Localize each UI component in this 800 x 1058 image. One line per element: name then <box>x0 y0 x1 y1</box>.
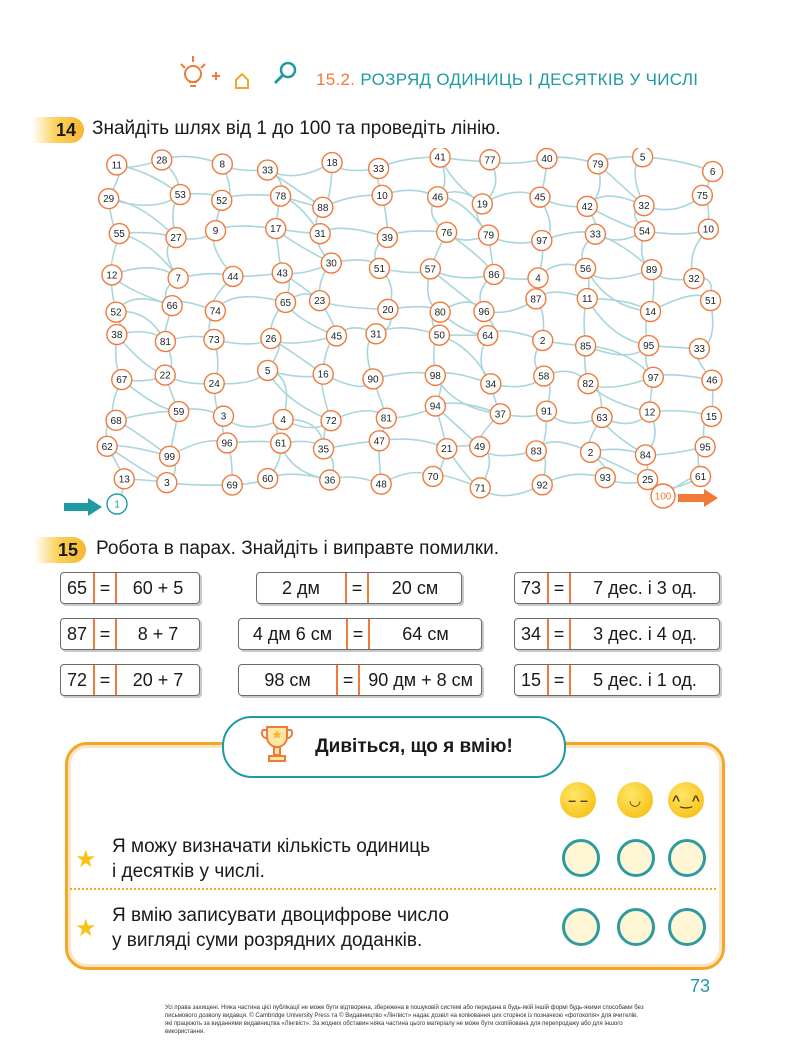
svg-text:1: 1 <box>114 499 120 511</box>
maze-number <box>437 222 457 242</box>
svg-text:81: 81 <box>159 337 171 349</box>
section-number: 15.2. <box>316 70 356 89</box>
maze-number <box>258 469 278 489</box>
svg-text:95: 95 <box>699 442 711 454</box>
maze-number <box>363 369 383 389</box>
svg-text:20: 20 <box>382 304 394 316</box>
svg-text:36: 36 <box>324 475 336 487</box>
svg-text:87: 87 <box>530 294 542 306</box>
task-15-text: Робота в парах. Знайдіть і виправте помилки. <box>96 538 499 559</box>
maze-number <box>577 196 597 216</box>
maze-number <box>640 402 660 422</box>
svg-text:46: 46 <box>432 192 444 204</box>
maze-number <box>217 433 237 453</box>
equation-card: 2 дм = 20 см <box>256 572 462 604</box>
maze-number <box>378 299 398 319</box>
maze-number <box>576 336 596 356</box>
maze-number <box>423 466 443 486</box>
maze-number <box>480 150 500 170</box>
sad-face-icon: – – <box>560 782 596 818</box>
maze-number <box>532 231 552 251</box>
maze-number <box>109 224 129 244</box>
maze-number <box>425 365 445 385</box>
maze-number <box>635 445 655 465</box>
finish-arrow-icon <box>676 488 720 508</box>
maze-number <box>313 197 333 217</box>
rating-circle[interactable] <box>617 908 655 946</box>
maze-number <box>425 396 445 416</box>
maze-number <box>106 302 126 322</box>
svg-text:29: 29 <box>103 194 115 206</box>
maze-number <box>310 291 330 311</box>
maze-number <box>152 150 172 170</box>
rating-circle[interactable] <box>668 908 706 946</box>
page-number: 73 <box>690 976 711 996</box>
maze-number <box>160 446 180 466</box>
self-check-row: Я можу визначати кількість одиниць і десятків у числі. <box>112 836 430 882</box>
svg-text:64: 64 <box>482 331 494 343</box>
svg-text:98: 98 <box>429 370 441 382</box>
maze-number <box>490 404 510 424</box>
maze-number <box>114 469 134 489</box>
maze-number <box>532 475 552 495</box>
svg-text:91: 91 <box>540 406 553 418</box>
rating-circle[interactable] <box>668 839 706 877</box>
maze-number <box>213 406 233 426</box>
maze-number <box>258 160 278 180</box>
svg-text:15: 15 <box>705 411 717 423</box>
maze-number <box>258 360 278 380</box>
maze-number <box>320 470 340 490</box>
svg-text:32: 32 <box>688 274 700 286</box>
equation-card: 98 см = 90 дм + 8 см <box>238 664 482 696</box>
self-check-title: Дивіться, що я вмію! <box>315 736 513 757</box>
section-title <box>316 70 698 90</box>
self-check-header <box>222 716 566 778</box>
svg-text:61: 61 <box>695 472 707 484</box>
svg-text:37: 37 <box>494 409 506 421</box>
maze-number <box>106 410 126 430</box>
svg-text:69: 69 <box>226 480 238 492</box>
svg-text:99: 99 <box>163 451 176 463</box>
svg-text:8: 8 <box>219 159 226 171</box>
svg-text:96: 96 <box>221 438 233 450</box>
svg-text:32: 32 <box>638 201 650 213</box>
svg-text:61: 61 <box>275 438 287 450</box>
svg-text:4: 4 <box>535 273 541 285</box>
maze-number <box>481 374 501 394</box>
svg-text:58: 58 <box>538 371 550 383</box>
maze-number <box>484 264 504 284</box>
maze-number <box>273 410 293 430</box>
maze-number <box>212 190 232 210</box>
number-maze <box>95 148 725 528</box>
svg-text:27: 27 <box>170 233 182 245</box>
maze-number <box>376 408 396 428</box>
svg-text:17: 17 <box>270 224 282 236</box>
svg-text:79: 79 <box>482 230 495 242</box>
svg-text:76: 76 <box>441 227 453 239</box>
maze-number <box>595 468 615 488</box>
equation-card: 34 = 3 дес. і 4 од. <box>514 618 720 650</box>
svg-text:93: 93 <box>599 473 611 485</box>
svg-text:95: 95 <box>643 341 655 353</box>
svg-text:75: 75 <box>696 190 708 202</box>
equation-card: 87 = 8 + 7 <box>60 618 200 650</box>
maze-number <box>526 289 546 309</box>
svg-text:88: 88 <box>317 202 329 214</box>
maze-number <box>321 411 341 431</box>
rating-circle[interactable] <box>562 908 600 946</box>
task-14-text: Знайдіть шлях від 1 до 100 та проведіть лінію. <box>92 118 501 139</box>
task-15-badge: 15 <box>34 537 86 563</box>
rating-circle[interactable] <box>562 839 600 877</box>
svg-text:74: 74 <box>209 306 221 318</box>
maze-number <box>272 263 292 283</box>
svg-text:59: 59 <box>173 407 185 419</box>
svg-text:46: 46 <box>706 375 718 387</box>
svg-text:50: 50 <box>433 330 445 342</box>
svg-text:62: 62 <box>101 441 113 453</box>
start-arrow-icon <box>62 497 104 517</box>
maze-number <box>528 268 548 288</box>
maze-number <box>701 406 721 426</box>
maze-number <box>684 269 704 289</box>
maze-number <box>271 186 291 206</box>
svg-text:47: 47 <box>373 436 385 448</box>
svg-text:6: 6 <box>709 167 716 179</box>
maze-number <box>702 370 722 390</box>
maze-path <box>643 157 713 172</box>
maze-number <box>322 153 342 173</box>
svg-text:65: 65 <box>279 297 292 309</box>
maze-number <box>633 148 653 167</box>
svg-text:94: 94 <box>429 401 441 413</box>
section-title-text: РОЗРЯД ОДИНИЦЬ І ДЕСЯТКІВ У ЧИСЛІ <box>360 70 699 89</box>
maze-number <box>701 291 721 311</box>
svg-text:19: 19 <box>476 199 488 211</box>
maze-number <box>321 253 341 273</box>
svg-text:2: 2 <box>539 335 546 347</box>
svg-text:12: 12 <box>106 270 118 282</box>
maze-number <box>576 258 596 278</box>
maze-number <box>206 221 226 241</box>
svg-text:31: 31 <box>314 229 326 241</box>
svg-text:38: 38 <box>111 330 123 342</box>
maze-number <box>428 187 448 207</box>
maze-number <box>162 296 182 316</box>
maze-number <box>642 260 662 280</box>
maze-number <box>369 258 389 278</box>
equation-card: 4 дм 6 см = 64 см <box>238 618 482 650</box>
equation-card: 73 = 7 дес. і 3 од. <box>514 572 720 604</box>
maze-number <box>112 370 132 390</box>
svg-text:3: 3 <box>220 411 227 423</box>
svg-text:10: 10 <box>702 224 714 236</box>
svg-text:48: 48 <box>375 479 387 491</box>
maze-number <box>222 475 242 495</box>
maze-number <box>585 224 605 244</box>
svg-text:97: 97 <box>647 372 659 384</box>
maze-number <box>107 325 127 345</box>
svg-text:42: 42 <box>581 201 593 213</box>
maze-number <box>99 189 119 209</box>
maze-number <box>635 221 655 241</box>
maze-number <box>526 441 546 461</box>
svg-text:14: 14 <box>644 307 657 319</box>
maze-number <box>204 373 224 393</box>
svg-text:25: 25 <box>642 475 654 487</box>
svg-text:80: 80 <box>434 307 446 319</box>
svg-text:63: 63 <box>596 412 608 424</box>
maze-number <box>276 292 296 312</box>
svg-text:43: 43 <box>276 268 288 280</box>
svg-text:33: 33 <box>589 229 601 241</box>
svg-text:77: 77 <box>484 155 496 167</box>
maze-number <box>533 330 553 350</box>
svg-text:3: 3 <box>164 478 170 490</box>
svg-text:89: 89 <box>646 265 658 277</box>
maze-number <box>155 365 175 385</box>
maze-number <box>261 329 281 349</box>
maze-number <box>371 474 391 494</box>
maze-end <box>651 484 675 508</box>
trophy-icon <box>260 723 294 767</box>
svg-text:45: 45 <box>534 192 546 204</box>
rating-circle[interactable] <box>617 839 655 877</box>
maze-number <box>634 196 654 216</box>
maze-number <box>689 339 709 359</box>
svg-text:55: 55 <box>113 229 125 241</box>
svg-text:66: 66 <box>166 301 178 313</box>
maze-number <box>530 187 550 207</box>
smile-face-icon: ◡ <box>617 782 653 818</box>
maze-number <box>581 442 601 462</box>
svg-text:16: 16 <box>317 369 329 381</box>
maze-number <box>271 433 291 453</box>
equation-card: 15 = 5 дес. і 1 од. <box>514 664 720 696</box>
svg-text:97: 97 <box>536 236 548 248</box>
svg-text:67: 67 <box>116 375 128 387</box>
maze-number <box>692 185 712 205</box>
svg-text:21: 21 <box>441 444 453 456</box>
svg-text:70: 70 <box>427 471 439 483</box>
svg-text:10: 10 <box>376 190 388 202</box>
svg-text:52: 52 <box>110 307 122 319</box>
maze-number <box>695 437 715 457</box>
maze-number <box>107 155 127 175</box>
svg-text:57: 57 <box>424 264 436 276</box>
svg-text:85: 85 <box>580 341 592 353</box>
maze-number <box>212 154 232 174</box>
self-check-row: Я вмію записувати двоцифрове число у вигляді суми розрядних доданків. <box>112 905 449 951</box>
svg-text:33: 33 <box>693 344 705 356</box>
maze-number <box>537 149 557 169</box>
svg-text:5: 5 <box>639 152 646 164</box>
copyright-footer: Усі права захищені. Ніяка частина цієї публікації не може бути відтворена, збережена в пошуковій системі або передана в будь-якій іншій формі будь-якими способами без письмового дозволу видавця. © Cambridge University Press та © Видавництво «Лінгвіст» надає дозвіл на копіювання цих сторінок із позначкою «фотокопія» для вчителів, які працюють за виданнями видавництва «Лінгвіст». За жодних обставин ніяка частина цього матеріалу не може бути скопійована для перепродажу або для іншого використання. <box>165 1005 644 1035</box>
svg-text:13: 13 <box>118 474 130 486</box>
maze-number <box>369 431 389 451</box>
svg-text:68: 68 <box>110 415 122 427</box>
svg-text:44: 44 <box>227 271 239 283</box>
svg-text:49: 49 <box>474 442 486 454</box>
star-icon: ★ <box>75 846 97 873</box>
maze-number <box>641 302 661 322</box>
maze-number <box>592 407 612 427</box>
maze-paths <box>106 156 713 505</box>
maze-number <box>639 336 659 356</box>
maze-number <box>474 302 494 322</box>
maze-number <box>204 329 224 349</box>
svg-text:45: 45 <box>330 331 343 343</box>
maze-number <box>472 194 492 214</box>
divider <box>70 888 716 890</box>
maze-number <box>703 162 723 182</box>
svg-text:71: 71 <box>474 483 486 495</box>
svg-text:34: 34 <box>485 379 497 391</box>
idea-icons <box>176 52 301 102</box>
maze-number <box>588 154 608 174</box>
svg-text:84: 84 <box>639 450 652 462</box>
maze-number <box>478 326 498 346</box>
star-icon: ★ <box>75 915 97 942</box>
maze-number <box>698 219 718 239</box>
svg-text:56: 56 <box>580 263 592 275</box>
svg-text:9: 9 <box>212 226 219 238</box>
svg-text:83: 83 <box>530 446 542 458</box>
maze-number <box>430 148 450 167</box>
maze-number <box>168 268 188 288</box>
svg-text:90: 90 <box>367 374 379 386</box>
maze-number <box>205 301 225 321</box>
svg-text:82: 82 <box>582 379 594 391</box>
svg-text:51: 51 <box>704 296 717 308</box>
maze-number <box>691 467 711 487</box>
svg-text:33: 33 <box>261 165 274 177</box>
maze-number <box>266 219 286 239</box>
maze-number <box>470 437 490 457</box>
task-14-badge: 14 <box>32 117 84 143</box>
svg-text:11: 11 <box>582 294 593 306</box>
svg-text:12: 12 <box>644 407 656 419</box>
svg-text:73: 73 <box>208 334 220 346</box>
svg-text:54: 54 <box>638 226 651 238</box>
svg-text:53: 53 <box>174 190 186 202</box>
svg-text:7: 7 <box>175 273 181 285</box>
maze-number <box>326 326 346 346</box>
svg-text:18: 18 <box>326 158 338 170</box>
maze-number <box>310 224 330 244</box>
maze-number <box>470 478 490 498</box>
maze-number <box>578 374 598 394</box>
svg-text:24: 24 <box>208 378 220 390</box>
svg-text:28: 28 <box>156 155 168 167</box>
svg-text:40: 40 <box>541 154 553 166</box>
svg-text:33: 33 <box>373 164 385 176</box>
equation-card: 65 = 60 + 5 <box>60 572 200 604</box>
maze-number <box>157 473 177 493</box>
maze-number <box>97 436 117 456</box>
maze-number <box>534 366 554 386</box>
maze-number <box>313 364 333 384</box>
maze-number <box>577 289 597 309</box>
maze-number <box>223 266 243 286</box>
svg-text:5: 5 <box>264 365 271 377</box>
maze-number <box>166 228 186 248</box>
svg-text:92: 92 <box>536 480 548 492</box>
svg-text:51: 51 <box>373 263 386 275</box>
svg-text:100: 100 <box>654 491 672 503</box>
maze-number <box>313 439 333 459</box>
svg-text:60: 60 <box>262 474 274 486</box>
svg-text:79: 79 <box>592 159 604 171</box>
maze-number <box>537 401 557 421</box>
maze-number <box>155 332 175 352</box>
maze-number <box>430 302 450 322</box>
svg-text:30: 30 <box>325 258 337 270</box>
svg-text:11: 11 <box>111 160 122 172</box>
svg-text:72: 72 <box>325 416 337 428</box>
svg-text:78: 78 <box>275 191 287 203</box>
svg-text:39: 39 <box>381 232 393 244</box>
svg-text:2: 2 <box>587 447 594 459</box>
maze-number <box>170 185 190 205</box>
svg-text:4: 4 <box>280 415 286 427</box>
svg-text:86: 86 <box>488 269 500 281</box>
svg-text:41: 41 <box>434 152 446 164</box>
equation-card: 72 = 20 + 7 <box>60 664 200 696</box>
svg-text:35: 35 <box>317 444 330 456</box>
maze-number <box>366 324 386 344</box>
maze-number <box>102 265 122 285</box>
svg-text:22: 22 <box>159 370 171 382</box>
maze-number <box>372 185 392 205</box>
maze-number <box>643 367 663 387</box>
maze-number <box>479 225 499 245</box>
maze-number <box>369 159 389 179</box>
svg-text:26: 26 <box>265 334 277 346</box>
svg-text:81: 81 <box>380 413 392 425</box>
maze-start <box>107 494 127 514</box>
maze-number <box>429 325 449 345</box>
svg-text:23: 23 <box>314 296 326 308</box>
svg-text:96: 96 <box>478 307 490 319</box>
maze-number <box>169 402 189 422</box>
maze-number <box>377 227 397 247</box>
happy-face-icon: ^‿^ <box>668 782 704 818</box>
svg-text:31: 31 <box>370 329 382 341</box>
maze-number <box>437 439 457 459</box>
maze-number <box>420 259 440 279</box>
svg-text:52: 52 <box>216 195 228 207</box>
